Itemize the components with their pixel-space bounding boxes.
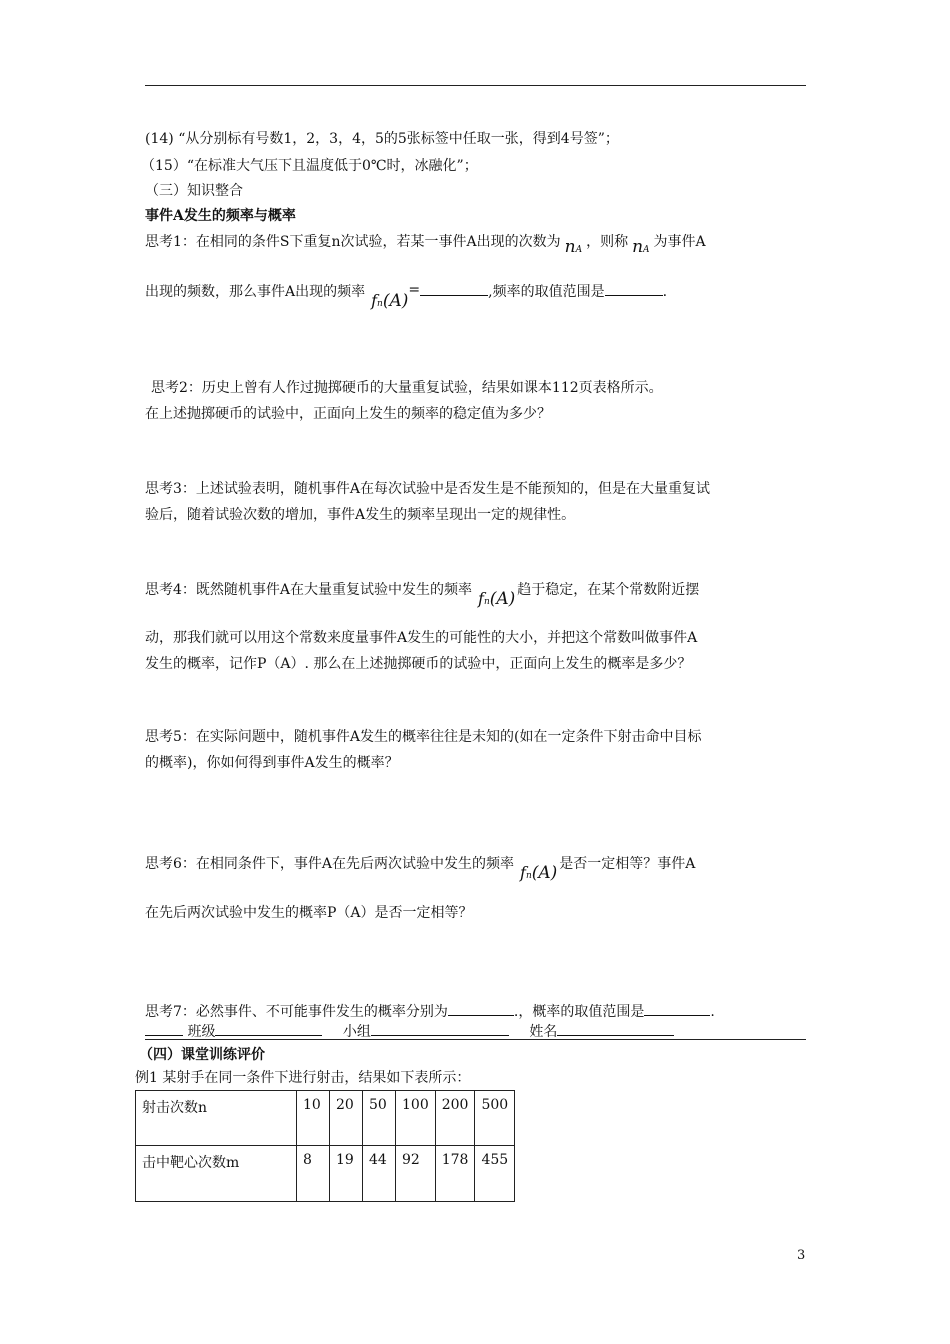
class-label: 班级 bbox=[187, 1024, 216, 1040]
table-cell: 50 bbox=[363, 1091, 396, 1146]
think6-line1 bbox=[145, 853, 696, 883]
table-row bbox=[136, 1091, 515, 1146]
table-row-label: 射击次数n bbox=[136, 1091, 297, 1146]
frequency-symbol: fn(A) bbox=[371, 291, 409, 311]
think7-text-b: .，概率的取值范围是 bbox=[513, 1004, 645, 1020]
think1-text-c: 为事件A bbox=[653, 234, 706, 250]
item-15: （15）“在标准大气压下且温度低于0℃时，冰融化”； bbox=[141, 158, 478, 174]
group-field[interactable] bbox=[371, 1023, 509, 1036]
think3-line1: 思考3：上述试验表明，随机事件A在每次试验中是否发生是不能预知的，但是在大量重复试 bbox=[145, 481, 711, 497]
group-label: 小组 bbox=[342, 1024, 371, 1040]
section-subheading: 事件A发生的频率与概率 bbox=[145, 208, 296, 224]
table-cell: 44 bbox=[363, 1146, 396, 1202]
class-field[interactable] bbox=[215, 1023, 322, 1036]
student-info-fields bbox=[145, 1021, 674, 1041]
probability-range-blank[interactable] bbox=[644, 1003, 710, 1016]
think1-line2 bbox=[145, 281, 668, 311]
think1-text-a: 思考1：在相同的条件S下重复n次试验，若某一事件A出现的次数为 bbox=[145, 234, 561, 250]
think4-text-b: 趋于稳定，在某个常数附近摆 bbox=[517, 582, 700, 598]
shooting-results-table bbox=[135, 1090, 515, 1202]
nA-symbol-2: nA bbox=[632, 237, 650, 257]
think4-text-a: 思考4：既然随机事件A在大量重复试验中发生的频率 bbox=[145, 582, 473, 598]
nA-symbol-1: nA bbox=[564, 237, 583, 257]
info-leading-line bbox=[145, 1023, 183, 1036]
think4-line3: 发生的概率，记作P（A）. 那么在上述抛掷硬币的试验中，正面向上发生的概率是多少？ bbox=[145, 656, 692, 672]
think4-line1 bbox=[145, 579, 700, 609]
think1-text-e: ,频率的取值范围是 bbox=[488, 284, 605, 300]
range-blank[interactable] bbox=[605, 283, 663, 296]
equals-sign: = bbox=[408, 282, 421, 298]
think1-line1 bbox=[145, 231, 706, 257]
think6-text-b: 是否一定相等？事件A bbox=[559, 856, 696, 872]
name-label: 姓名 bbox=[529, 1024, 558, 1040]
table-row bbox=[136, 1146, 515, 1202]
think1-dot: . bbox=[662, 284, 668, 300]
think7-text-a: 思考7：必然事件、不可能事件发生的概率分别为 bbox=[145, 1004, 448, 1020]
think6-text-a: 思考6：在相同条件下，事件A在先后两次试验中发生的频率 bbox=[145, 856, 515, 872]
table-cell: 200 bbox=[435, 1091, 475, 1146]
think2-line2: 在上述抛掷硬币的试验中，正面向上发生的频率的稳定值为多少？ bbox=[145, 406, 551, 422]
think2-line1: 思考2：历史上曾有人作过抛掷硬币的大量重复试验，结果如课本112页表格所示。 bbox=[151, 380, 663, 396]
table-row-label: 击中靶心次数m bbox=[136, 1146, 297, 1202]
table-cell: 455 bbox=[475, 1146, 515, 1202]
section-heading-4: （四）课堂训练评价 bbox=[139, 1047, 265, 1063]
think4-line2: 动，那我们就可以用这个常数来度量事件A发生的可能性的大小，并把这个常数叫做事件A bbox=[145, 630, 698, 646]
think5-line2: 的概率)，你如何得到事件A发生的概率？ bbox=[145, 755, 399, 771]
section-divider bbox=[145, 1039, 806, 1040]
frequency-symbol: fn(A) bbox=[520, 863, 558, 883]
header-rule bbox=[145, 85, 806, 86]
table-cell: 178 bbox=[435, 1146, 475, 1202]
name-field[interactable] bbox=[557, 1023, 674, 1036]
table-cell: 20 bbox=[330, 1091, 363, 1146]
think1-text-b: ，则称 bbox=[586, 234, 629, 250]
frequency-symbol: fn(A) bbox=[478, 589, 516, 609]
frequency-blank[interactable] bbox=[420, 283, 488, 296]
page-number: 3 bbox=[797, 1248, 806, 1263]
think7-line bbox=[145, 1001, 715, 1021]
table-cell: 100 bbox=[396, 1091, 436, 1146]
think6-line2: 在先后两次试验中发生的概率P（A）是否一定相等？ bbox=[145, 905, 473, 921]
section-heading-3: （三）知识整合 bbox=[145, 183, 243, 199]
table-cell: 8 bbox=[297, 1146, 330, 1202]
probability-blank[interactable] bbox=[448, 1003, 514, 1016]
table-cell: 500 bbox=[475, 1091, 515, 1146]
example1-text: 例1 某射手在同一条件下进行射击，结果如下表所示： bbox=[135, 1070, 471, 1086]
table-cell: 19 bbox=[330, 1146, 363, 1202]
item-14: (14) “从分别标有号数1，2，3，4，5的5张标签中任取一张，得到4号签”； bbox=[145, 131, 619, 147]
think7-dot: . bbox=[710, 1004, 715, 1020]
think5-line1: 思考5：在实际问题中，随机事件A发生的概率往往是未知的(如在一定条件下射击命中目标 bbox=[145, 729, 702, 745]
think1-text-d: 出现的频数，那么事件A出现的频率 bbox=[145, 284, 366, 300]
think3-line2: 验后，随着试验次数的增加，事件A发生的频率呈现出一定的规律性。 bbox=[145, 507, 576, 523]
table-cell: 92 bbox=[396, 1146, 436, 1202]
table-cell: 10 bbox=[297, 1091, 330, 1146]
